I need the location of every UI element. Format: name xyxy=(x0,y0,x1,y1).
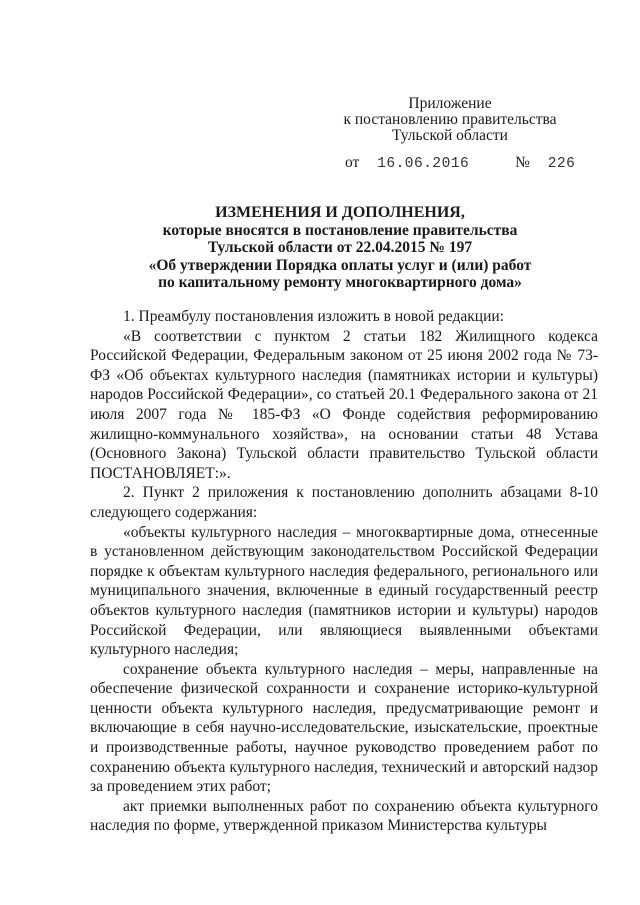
appendix-region: Тульской области xyxy=(392,127,508,144)
order-number: 226 xyxy=(547,156,576,172)
document-title xyxy=(110,204,570,292)
title-line-5: по капитальному ремонту многоквартирного дома» xyxy=(158,274,522,291)
paragraph-6: акт приемки выполненных работ по сохранению объекта культурного наследия по форме, утвержденной приказом Министерства культуры xyxy=(90,797,598,835)
appendix-subtitle: к постановлению правительства xyxy=(343,111,557,128)
appendix-header xyxy=(320,96,580,144)
paragraph-4: «объекты культурного наследия – многоквартирные дома, отнесенные в установленном действующим законодательством Российской Федерации порядке к объектам культурного наследия федерального, регионального или муниципального значения, включенные в единый государственный реестр объектов культурного наследия (памятников истории и культуры) народов Российской Федерации, или являющиеся выявленными объектами культурного наследия; xyxy=(90,523,598,659)
order-reference xyxy=(345,154,585,173)
paragraph-2: «В соответствии с пунктом 2 статьи 182 Жилищного кодекса Российской Федерации, Федеральным законом от 25 июня 2002 года № 73-ФЗ «Об объектах культурного наследия (памятниках истории и культуры) народов Российской Федерации», со статьей 20.1 Федерального закона от 21 июля 2007 года № 185-ФЗ «О Фонде содействия реформированию жилищно-коммунального хозяйства», на основании статьи 48 Устава (Основного Закона) Тульской области правительство Тульской области ПОСТАНОВЛЯЕТ:». xyxy=(90,327,598,482)
order-date: 16.06.2016 xyxy=(377,156,470,172)
document-body xyxy=(90,307,598,836)
title-line-1: ИЗМЕНЕНИЯ И ДОПОЛНЕНИЯ, xyxy=(215,204,465,221)
appendix-title: Приложение xyxy=(408,95,492,112)
title-line-2: которые вносятся в постановление правительства xyxy=(162,221,518,239)
title-line-3: Тульской области от 22.04.2015 № 197 xyxy=(207,239,473,256)
paragraph-3: 2. Пункт 2 приложения к постановлению дополнить абзацами 8-10 следующего содержания: xyxy=(90,484,598,521)
title-line-4: «Об утверждении Порядка оплаты услуг и (или) работ xyxy=(148,256,532,274)
order-from-label: от xyxy=(345,154,360,171)
paragraph-5: сохранение объекта культурного наследия – меры, направленные на обеспечение физической сохранности и сохранение историко-культурной ценности объекта культурного наследия, предусматривающие ремонт и включающие в себя научно-исследовательские, изыскательские, проектные и производственные работы, научное руководство проведением работ по сохранению объекта культурного наследия, технический и авторский надзор за проведением этих работ; xyxy=(90,660,598,796)
order-number-label: № xyxy=(515,154,530,171)
paragraph-1: 1. Преамбулу постановления изложить в новой редакции: xyxy=(123,308,504,325)
